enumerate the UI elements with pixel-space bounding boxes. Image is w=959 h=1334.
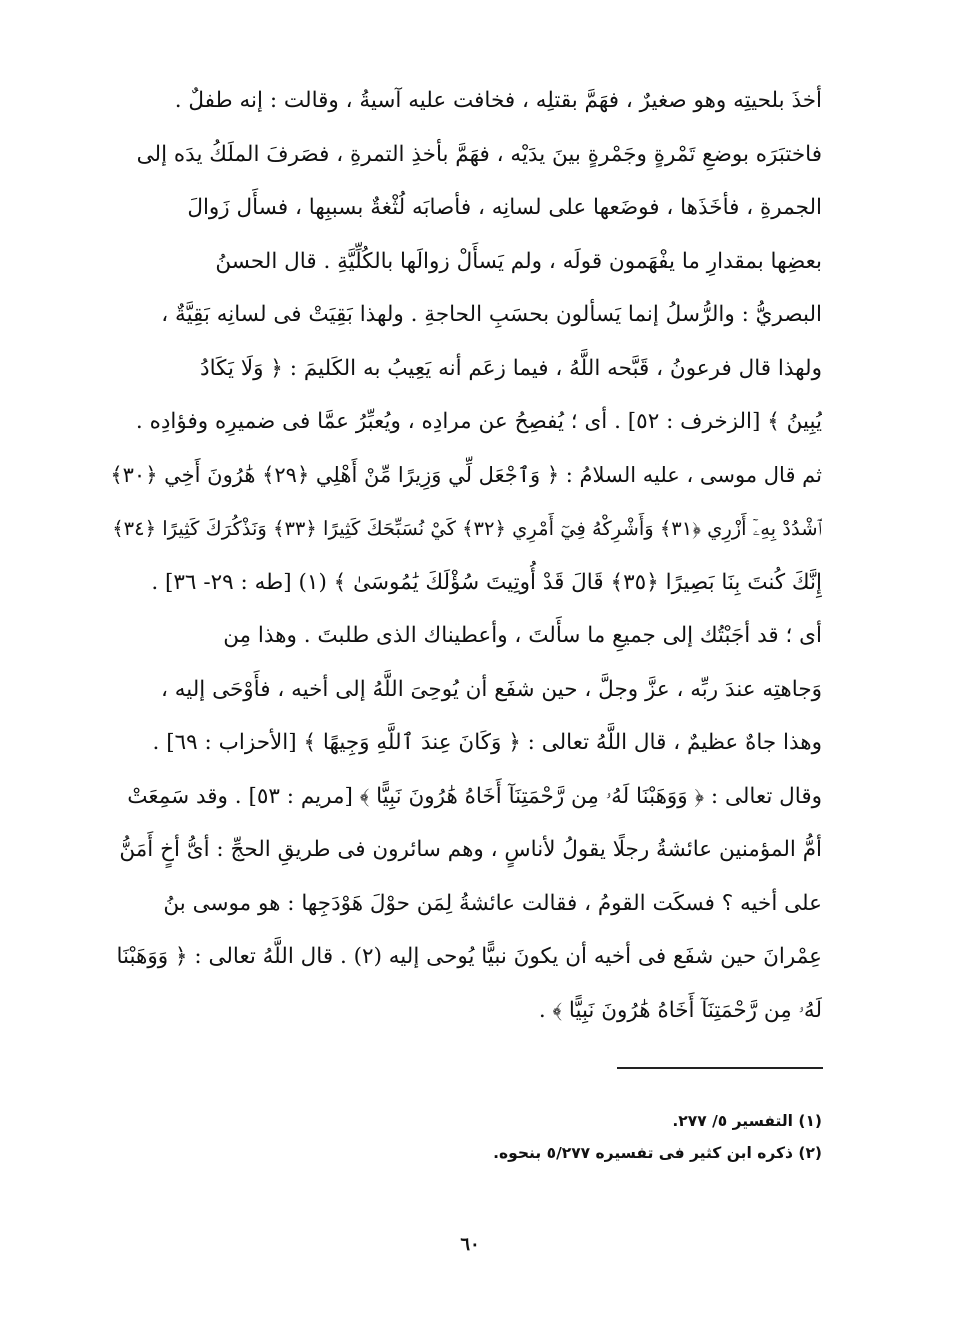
main-text-block xyxy=(106,74,822,1037)
text-line: بعضِها بمقدارِ ما يفْهَمون قولَه ، ولم يَسأَلْ زوالَها بالكُلِّيَّةِ . قال الحسنُ xyxy=(215,248,822,274)
text-line: يُبِينُ ﴾ [الزخرف : ٥٢] . أى ؛ يُفصِحُ عن مرادِه ، ويُعبِّرُ عمَّا فى ضميرِه وفؤادِه . xyxy=(135,409,822,434)
text-line: ٱشْدُدْ بِهِۦٓ أَزْرِي ﴿٣١﴾ وَأَشْرِكْهُ فِيٓ أَمْرِي ﴿٣٢﴾ كَيْ نُسَبِّحَكَ كَثِيرًا ﴿٣٣﴾ وَنَذْكُرَكَ كَثِيرًا ﴿٣٤﴾ xyxy=(112,517,822,540)
footnotes xyxy=(300,1105,822,1169)
text-line: الجمرةِ ، فأخَذَها ، فوضَعها على لسانِه ، فأصابَه لُثْغةٌ بسببِها ، فسأَل زَوالَ xyxy=(187,195,822,220)
text-line: إِنَّكَ كُنتَ بِنَا بَصِيرًا ﴿٣٥﴾ قَالَ قَدْ أُوتِيتَ سُؤْلَكَ يَٰمُوسَىٰ ﴾ (١) [طه : ٢٩- ٣٦] . xyxy=(151,569,822,595)
footnote-separator xyxy=(617,1067,823,1069)
text-line: أمُّ المؤمنين عائشةُ رجلًا يقولُ لأناسٍ ، وهم سائرون فى طريقِ الحجِّ : أىُّ أخٍ أَمَنُّ xyxy=(119,837,822,862)
text-line: أخذَ بلحيتِه وهو صغيرٌ ، فهَمَّ بقتلِه ، فخافت عليه آسيةُ ، وقالت : إنه طفلٌ . xyxy=(174,88,822,113)
text-line: ثم قال موسى ، عليه السلامُ : ﴿ وَٱجْعَل لِّي وَزِيرًا مِّنْ أَهْلِي ﴿٢٩﴾ هَٰرُونَ أَخِي ﴿٣٠﴾ xyxy=(110,462,822,487)
text-line: البصريُّ : والرُّسلُ إنما يَسألون بحسَبِ الحاجةِ . ولهذا بَقِيَتْ فى لسانِه بَقِيَّةٌ ، xyxy=(161,302,822,327)
text-line: عِمْرانَ حين شفَع فى أخيه أن يكونَ نبيًّا يُوحى إليه (٢) . قال اللَّهُ تعالى : ﴿ وَوَهَبْنَا xyxy=(116,944,822,969)
footnote-1: (١) التفسير ٥/ ٢٧٧. xyxy=(672,1112,822,1130)
text-line: أى ؛ قد أجَبْتُك إلى جميعِ ما سأَلتَ ، وأعطيناك الذى طلبتَ . وهذا مِن xyxy=(223,623,822,648)
text-line: وَجاهتِه عندَ ربِّه ، عزَّ وجلَّ ، حين شفَع أن يُوحِىَ اللَّهُ إلى أخيه ، فأَوْحَى إليه ، xyxy=(160,676,822,702)
text-line: لَهُۥ مِن رَّحْمَتِنَآ أَخَاهُ هَٰرُونَ نَبِيًّا ﴾ . xyxy=(538,997,822,1023)
text-line: وقال تعالى : ﴿ وَوَهَبْنَا لَهُۥ مِن رَّحْمَتِنَآ أَخَاهُ هَٰرُونَ نَبِيًّا ﴾ [مريم : ٥٣] . وقد سَمِعَتْ xyxy=(127,783,822,809)
text-line: ولهذا قال فرعونُ ، قَبَّحه اللَّهُ ، فيما زعَم أنه يَعِيبُ به الكَليمَ : ﴿ وَلَا يَكَادُ xyxy=(200,355,822,381)
footnote-2: (٢) ذكره ابن كثير فى تفسيره ٥/٢٧٧ بنحوه. xyxy=(493,1144,822,1162)
text-line: على أخيه ؟ فسكَت القومُ ، فقالت عائشةُ لِمَن حوْلَ هَوْدَجِها : هو موسى بنُ xyxy=(163,890,822,916)
page-number: ٦٠ xyxy=(460,1234,480,1255)
text-line: فاختبَرَه بوضعِ تَمْرةٍ وجَمْرةٍ بينَ يدَيْه ، فهَمَّ بأخذِ التمرةِ ، فصَرفَ الملَكُ يدَه إلى xyxy=(136,141,822,167)
text-line: وهذا جاهٌ عظيمٌ ، قال اللَّهُ تعالى : ﴿ وَكَانَ عِندَ ٱللَّهِ وَجِيهًا ﴾ [الأحزاب : ٦٩] . xyxy=(152,730,822,755)
